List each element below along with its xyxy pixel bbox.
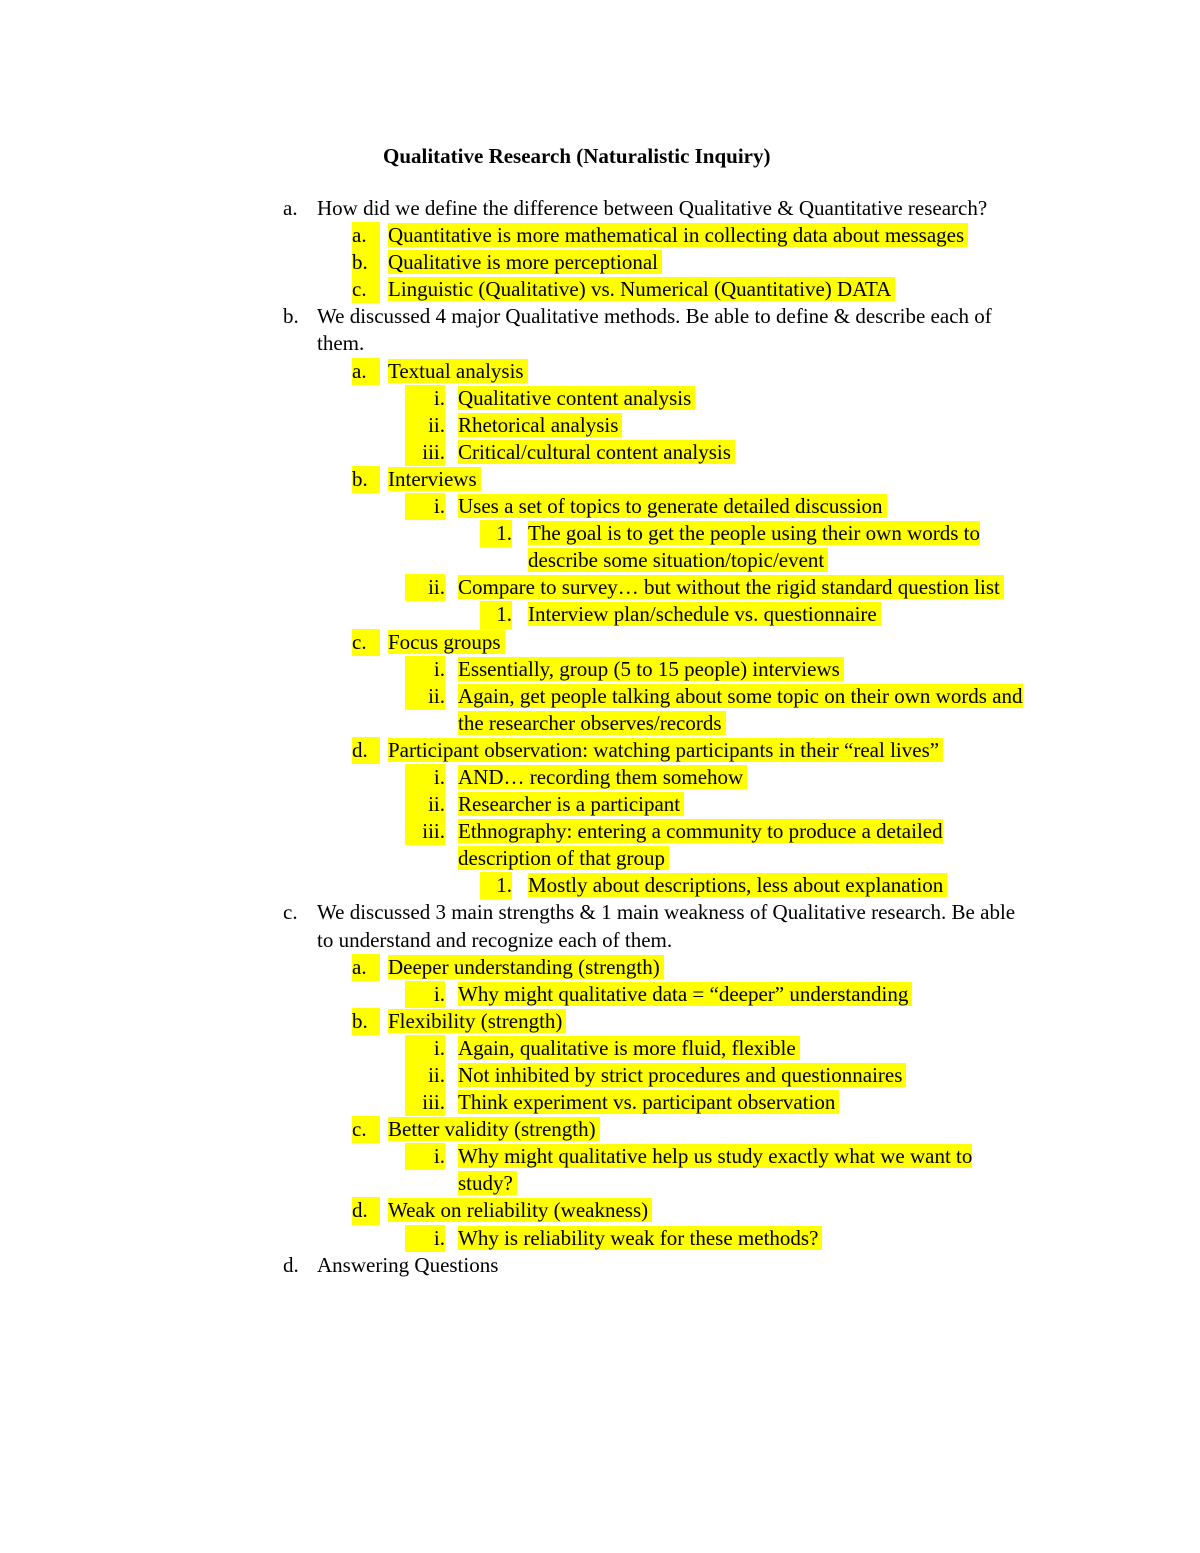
outline-item-text <box>458 1035 1028 1062</box>
outline-item-label: c. <box>352 1116 380 1143</box>
outline-item-label: a. <box>283 196 298 220</box>
outline-item-label: ii. <box>405 1062 445 1089</box>
outline-list <box>0 195 1200 1279</box>
outline-item-text <box>388 276 1028 303</box>
outline-item-text <box>458 981 1028 1008</box>
outline-item-level-2 <box>0 412 1200 439</box>
outline-item-text <box>317 303 1027 357</box>
outline-item-text <box>458 1062 1028 1089</box>
outline-item-label: b. <box>352 466 380 493</box>
outline-item-label: i. <box>405 1143 445 1170</box>
outline-item-text <box>458 764 1028 791</box>
outline-item-label: b. <box>352 249 380 276</box>
outline-item-text <box>528 872 1028 899</box>
outline-item-level-2 <box>0 981 1200 1008</box>
outline-item-level-2 <box>0 791 1200 818</box>
outline-item-text-content: Interview plan/schedule vs. questionnaire <box>528 602 881 626</box>
outline-item-text-content: Again, qualitative is more fluid, flexible <box>458 1036 800 1060</box>
outline-item-text <box>317 899 1027 953</box>
outline-item-text-content: Weak on reliability (weakness) <box>388 1198 652 1222</box>
outline-item-text-content: Quantitative is more mathematical in collecting data about messages <box>388 223 968 247</box>
outline-item-level-1 <box>0 1008 1200 1035</box>
outline-item-label: iii. <box>405 439 445 466</box>
outline-item-level-2 <box>0 385 1200 412</box>
outline-item-label: ii. <box>405 412 445 439</box>
outline-item-text <box>458 818 1028 872</box>
outline-item-label: a. <box>352 954 380 981</box>
outline-item-text-content: Rhetorical analysis <box>458 413 622 437</box>
outline-item-text <box>388 1008 1028 1035</box>
outline-item-text-content: Why might qualitative help us study exactly what we want to study? <box>458 1144 973 1196</box>
outline-item-text-content: AND… recording them somehow <box>458 765 747 789</box>
outline-item-label: i. <box>405 656 445 683</box>
outline-item-level-1 <box>0 1197 1200 1224</box>
outline-item-text <box>528 601 1028 628</box>
outline-item-level-2 <box>0 764 1200 791</box>
outline-item-label: i. <box>405 1225 445 1252</box>
outline-item-text-content: Why might qualitative data = “deeper” understanding <box>458 982 912 1006</box>
outline-item-level-2 <box>0 1062 1200 1089</box>
outline-item-label: i. <box>405 1035 445 1062</box>
outline-item-text <box>458 1143 1028 1197</box>
outline-item-label: 1. <box>480 601 512 628</box>
outline-item-level-1 <box>0 249 1200 276</box>
outline-item-label: a. <box>352 358 380 385</box>
outline-item-text-content: Qualitative content analysis <box>458 386 695 410</box>
outline-item-text-content: Essentially, group (5 to 15 people) interviews <box>458 657 844 681</box>
outline-item-label: ii. <box>405 574 445 601</box>
outline-item-level-2 <box>0 493 1200 520</box>
outline-item-text-content: Again, get people talking about some topic on their own words and the researcher observes/records <box>458 683 1023 735</box>
outline-item-level-3 <box>0 520 1200 574</box>
outline-item-text <box>458 574 1028 601</box>
outline-item-text <box>388 1197 1028 1224</box>
outline-item-level-2 <box>0 683 1200 737</box>
outline-item-label: iii. <box>405 1089 445 1116</box>
outline-item-label: 1. <box>480 872 512 899</box>
outline-item-text-content: Linguistic (Qualitative) vs. Numerical (Quantitative) DATA <box>388 277 895 301</box>
outline-item-text <box>458 385 1028 412</box>
outline-item-label: b. <box>352 1008 380 1035</box>
outline-item-label: i. <box>405 981 445 1008</box>
outline-item-text-content: Not inhibited by strict procedures and questionnaires <box>458 1063 906 1087</box>
outline-item-level-2 <box>0 1143 1200 1197</box>
outline-item-level-2 <box>0 439 1200 466</box>
outline-item-level-0 <box>0 1252 1200 1279</box>
outline-item-text-content: Participant observation: watching participants in their “real lives” <box>388 738 943 762</box>
outline-item-text <box>388 249 1028 276</box>
outline-item-text-content: Researcher is a participant <box>458 792 684 816</box>
outline-item-level-0 <box>0 899 1200 953</box>
outline-item-text-content: Uses a set of topics to generate detailed discussion <box>458 494 887 518</box>
outline-item-text-content: Why is reliability weak for these methods? <box>458 1226 822 1250</box>
outline-item-level-2 <box>0 1225 1200 1252</box>
outline-item-text <box>458 1225 1028 1252</box>
outline-item-text-content: The goal is to get the people using their own words to describe some situation/topic/event <box>528 521 981 573</box>
outline-item-label: d. <box>352 737 380 764</box>
outline-item-label: 1. <box>480 520 512 547</box>
outline-item-text-content: Think experiment vs. participant observation <box>458 1090 839 1114</box>
outline-item-level-2 <box>0 656 1200 683</box>
outline-item-level-1 <box>0 737 1200 764</box>
outline-item-level-0 <box>0 303 1200 357</box>
outline-item-level-2 <box>0 1089 1200 1116</box>
outline-item-level-1 <box>0 222 1200 249</box>
outline-item-level-2 <box>0 574 1200 601</box>
outline-item-text-content: Qualitative is more perceptional <box>388 250 662 274</box>
outline-item-text-content: Critical/cultural content analysis <box>458 440 735 464</box>
outline-item-text <box>388 222 1028 249</box>
outline-item-text <box>388 629 1028 656</box>
document-title: Qualitative Research (Naturalistic Inquiry) <box>383 144 771 168</box>
outline-item-label: d. <box>352 1197 380 1224</box>
outline-item-label: iii. <box>405 818 445 845</box>
outline-item-text-content: Compare to survey… but without the rigid standard question list <box>458 575 1004 599</box>
outline-item-text-content: Ethnography: entering a community to produce a detailed description of that group <box>458 819 943 871</box>
outline-item-text <box>458 683 1028 737</box>
outline-item-level-1 <box>0 358 1200 385</box>
outline-item-label: a. <box>352 222 380 249</box>
outline-item-label: c. <box>283 900 298 925</box>
outline-item-label: d. <box>283 1252 299 1277</box>
outline-item-text-content: We discussed 3 main strengths & 1 main weakness of Qualitative research. Be able to understand and recognize each of them. <box>317 900 1016 952</box>
outline-item-label: c. <box>352 629 380 656</box>
outline-item-level-1 <box>0 954 1200 981</box>
outline-item-text-content: Textual analysis <box>388 359 528 383</box>
outline-item-text-content: Focus groups <box>388 630 505 654</box>
outline-item-text-content: How did we define the difference between Qualitative & Quantitative research? <box>317 196 988 220</box>
outline-item-label: i. <box>405 764 445 791</box>
outline-item-text <box>458 493 1028 520</box>
outline-item-text <box>317 1252 1027 1279</box>
outline-item-label: ii. <box>405 791 445 818</box>
outline-item-level-1 <box>0 276 1200 303</box>
outline-item-text <box>528 520 1028 574</box>
outline-item-text-content: Better validity (strength) <box>388 1117 600 1141</box>
outline-item-text-content: Answering Questions <box>317 1252 499 1277</box>
outline-item-level-1 <box>0 466 1200 493</box>
outline-item-text-content: Flexibility (strength) <box>388 1009 566 1033</box>
outline-item-text <box>458 791 1028 818</box>
outline-item-text <box>317 195 1027 222</box>
outline-item-label: i. <box>405 385 445 412</box>
outline-item-label: b. <box>283 304 299 329</box>
outline-item-level-2 <box>0 818 1200 872</box>
outline-item-level-3 <box>0 601 1200 628</box>
outline-item-text <box>458 656 1028 683</box>
outline-item-text <box>458 439 1028 466</box>
outline-item-text <box>388 358 1028 385</box>
outline-item-label: i. <box>405 493 445 520</box>
outline-item-text-content: Deeper understanding (strength) <box>388 955 664 979</box>
outline-item-level-1 <box>0 629 1200 656</box>
outline-item-text <box>388 1116 1028 1143</box>
outline-item-text <box>388 954 1028 981</box>
outline-item-level-0 <box>0 195 1200 222</box>
outline-item-text <box>388 737 1028 764</box>
outline-item-label: c. <box>352 276 380 303</box>
outline-item-level-3 <box>0 872 1200 899</box>
outline-item-text-content: Mostly about descriptions, less about explanation <box>528 873 947 897</box>
outline-item-level-1 <box>0 1116 1200 1143</box>
outline-item-text <box>458 412 1028 439</box>
outline-item-text-content: Interviews <box>388 467 481 491</box>
outline-item-level-2 <box>0 1035 1200 1062</box>
outline-item-label: ii. <box>405 683 445 710</box>
outline-item-text <box>388 466 1028 493</box>
outline-item-text <box>458 1089 1028 1116</box>
outline-item-text-content: We discussed 4 major Qualitative methods. Be able to define & describe each of them. <box>317 304 992 356</box>
